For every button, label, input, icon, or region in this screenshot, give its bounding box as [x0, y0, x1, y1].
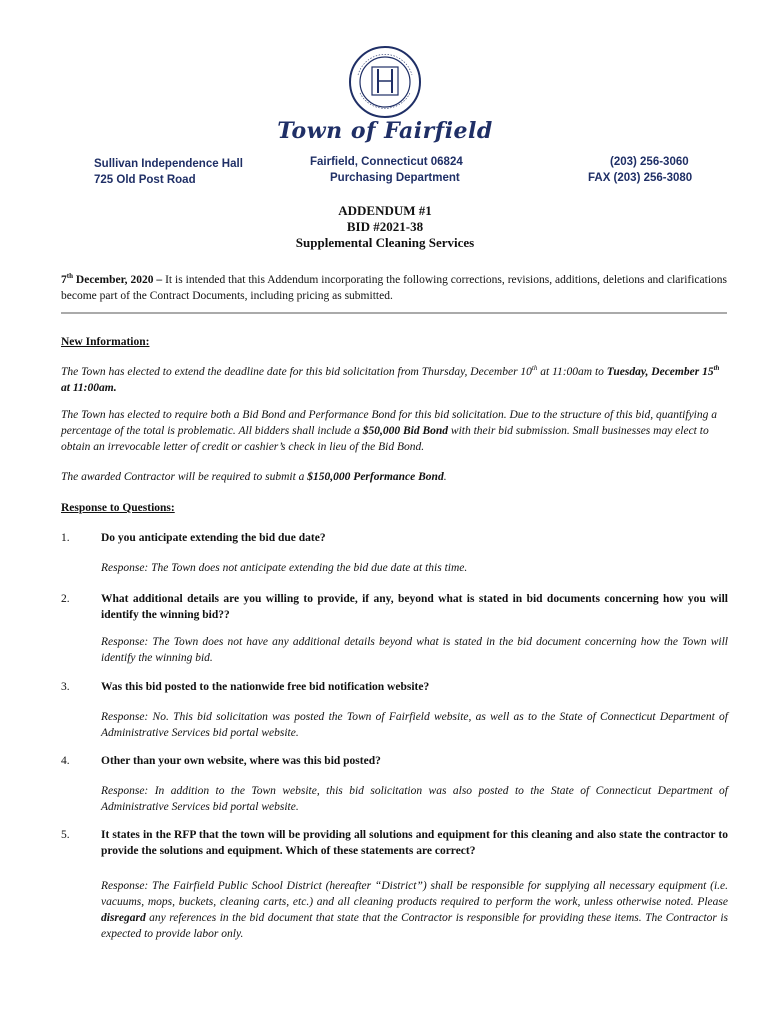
intro-date-day: 7 [61, 274, 67, 286]
intro-paragraph [61, 272, 727, 304]
intro-date-sup: th [66, 272, 73, 281]
p1-text-b: at 11:00am to [537, 366, 607, 378]
intro-date-rest: December, 2020 – [72, 274, 163, 286]
question-number: 3. [61, 681, 70, 693]
response-5-bold: disregard [101, 912, 146, 924]
response-text: Response: In addition to the Town website, this bid solicitation was also posted to the State of Connecticut Department of Administrative Services bid portal website. [101, 785, 728, 813]
question-text: Was this bid posted to the nationwide free bid notification website? [101, 681, 430, 693]
phone-number: (203) 256-3060 [610, 156, 689, 168]
new-info-paragraph-3 [61, 469, 727, 485]
contact-block [588, 154, 692, 186]
fax-number: FAX (203) 256-3080 [588, 172, 693, 184]
p1-sup2: th [713, 364, 720, 373]
city-line: Fairfield, Connecticut 06824 [310, 156, 463, 168]
town-name: Town of Fairfield [277, 118, 493, 144]
question-number: 4. [61, 755, 70, 767]
p1-bold-a: Tuesday, December 15 [606, 366, 714, 378]
intro-date [61, 274, 162, 286]
address-block [94, 156, 243, 188]
question-number: 2. [61, 593, 70, 605]
question-text: What additional details are you willing to provide, if any, beyond what is stated in bid documents concerning how you will identify the winning bid?? [101, 593, 728, 621]
question-text: Other than your own website, where was this bid posted? [101, 755, 381, 767]
responses-heading [61, 500, 727, 516]
town-seal-logo [348, 45, 422, 119]
question-number: 5. [61, 829, 70, 841]
responses-heading-text: Response to Questions: [61, 502, 175, 514]
new-info-paragraph-2 [61, 407, 727, 455]
response-text [101, 878, 728, 942]
intro-text: It is intended that this Addendum incorporating the following corrections, revisions, additions, deletions and clarifications become part of the Contract Documents, including pricing as submitted. [61, 274, 727, 302]
title-line2: BID #2021-38 [346, 219, 424, 234]
response-text: Response: No. This bid solicitation was posted the Town of Fairfield website, as well as to the State of Connecticut Department of Administrative Services bid portal website. [101, 711, 728, 739]
p2-bold: $50,000 Bid Bond [362, 425, 449, 437]
new-info-heading [61, 334, 727, 350]
address-line2: 725 Old Post Road [94, 174, 196, 186]
city-block [310, 154, 463, 186]
address-line1: Sullivan Independence Hall [94, 158, 243, 170]
new-info-paragraph-1 [61, 364, 727, 396]
p1-text-a: The Town has elected to extend the deadline date for this bid solicitation from Thursday, December 10 [61, 366, 532, 378]
question-text: Do you anticipate extending the bid due date? [101, 532, 326, 544]
response-text: Response: The Town does not anticipate extending the bid due date at this time. [101, 562, 468, 574]
addendum-title [0, 203, 770, 251]
p3-text-b: . [443, 471, 447, 483]
p2-text-b: with their bid submission. Small businesses may elect to obtain an irrevocable letter of credit or cashier’s check in lieu of the Bid Bond. [61, 425, 709, 453]
title-line3: Supplemental Cleaning Services [295, 235, 475, 250]
p3-bold: $150,000 Performance Bond [307, 471, 444, 483]
divider [61, 312, 727, 314]
response-5-text-b: any references in the bid document that state that the Contractor is responsible for providing these items. The Contractor is expected to provide labor only. [101, 912, 728, 940]
response-5-text-a: Response: The Fairfield Public School District (hereafter “District”) shall be responsible for supplying all necessary equipment (i.e. vacuums, mops, buckets, cleaning carts, etc.) and all cleaning products required to perform the work, unless otherwise noted. Please [101, 880, 728, 908]
response-text: Response: The Town does not have any additional details beyond what is stated in the bid document concerning how the Town will identify the winning bid. [101, 636, 728, 664]
department-line: Purchasing Department [330, 172, 460, 184]
p1-bold-b: at 11:00am. [61, 382, 117, 394]
p1-sup1: th [531, 364, 538, 373]
p3-text-a: The awarded Contractor will be required to submit a [61, 471, 308, 483]
question-text: It states in the RFP that the town will be providing all solutions and equipment for this cleaning and also state the contractor to provide the solutions and equipment. Which of these statements are correct? [101, 829, 728, 857]
question-number: 1. [61, 532, 70, 544]
new-info-heading-text: New Information: [61, 336, 150, 348]
p2-text-a: The Town has elected to require both a Bid Bond and Performance Bond for this bid solicitation. Due to the structure of this bid, quantifying a percentage of the total is problematic. All bidders shall include a [61, 409, 717, 437]
title-line1: ADDENDUM #1 [338, 203, 432, 218]
